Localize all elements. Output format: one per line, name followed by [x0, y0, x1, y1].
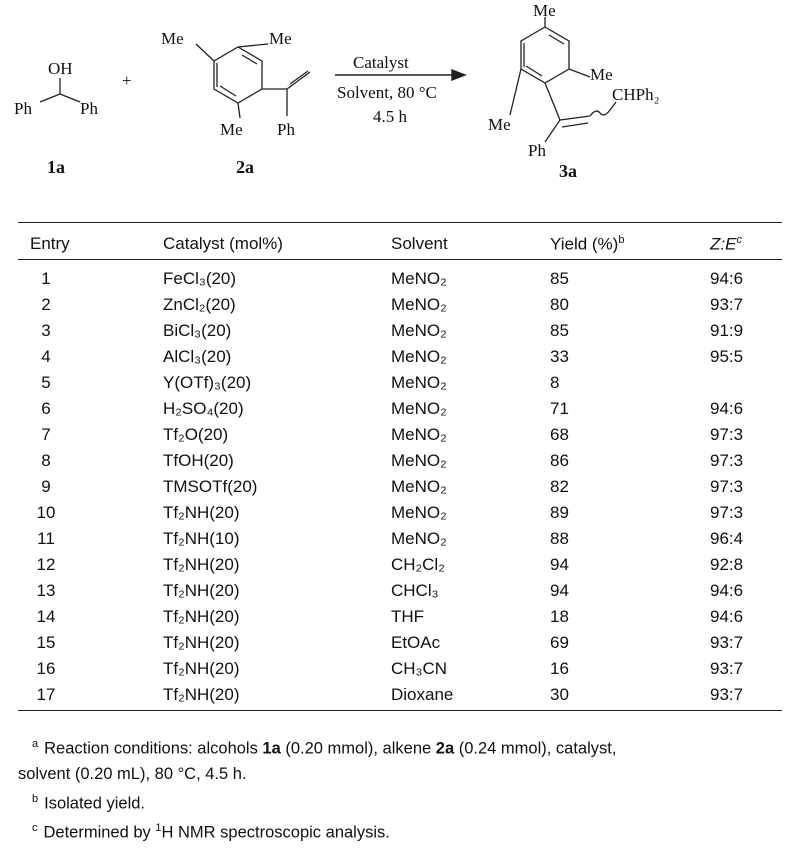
- cell-solvent: EtOAc: [391, 633, 441, 652]
- p-me-top-label: Me: [533, 1, 556, 20]
- compound-2a-label: 2a: [236, 157, 254, 177]
- header-ze-footnote-mark: c: [736, 234, 742, 246]
- cell-solvent: MeNO₂: [391, 425, 447, 444]
- cell-catalyst: FeCl₃(20): [163, 269, 237, 288]
- cell-catalyst: BiCl₃(20): [163, 321, 232, 340]
- cell-catalyst: TfOH(20): [163, 451, 234, 470]
- cell-yield: 85: [550, 269, 569, 288]
- cell-yield: 33: [550, 347, 569, 366]
- cell-catalyst: Tf₂NH(20): [163, 503, 240, 522]
- footnote-b-mark: b: [32, 792, 39, 805]
- cell-catalyst: TMSOTf(20): [163, 477, 258, 496]
- footnote-a-continued: solvent (0.20 mL), 80 °C, 4.5 h.: [18, 764, 247, 783]
- table-row: [18, 318, 782, 344]
- condition-catalyst: Catalyst: [353, 53, 409, 72]
- table-footnotes: [18, 732, 788, 846]
- table-header-row: [18, 223, 782, 259]
- condition-solvent-temp: Solvent, 80 °C: [337, 83, 437, 102]
- cell-solvent: THF: [391, 607, 425, 626]
- table-row: [18, 474, 782, 500]
- cell-ze-ratio: 94:6: [710, 399, 744, 418]
- cell-solvent: CHCl₃: [391, 581, 439, 600]
- footnote-c: $^c$ Determined by $^1$H NMR spectroscopic analysis.: [32, 822, 390, 842]
- table-row: [18, 682, 782, 708]
- optimization-table: [18, 222, 782, 711]
- table-row: [18, 500, 782, 526]
- cell-ze-ratio: 94:6: [710, 607, 744, 626]
- cell-yield: 18: [550, 607, 569, 626]
- r2-me-top-right-label: Me: [269, 29, 292, 48]
- cell-yield: 82: [550, 477, 569, 496]
- cell-solvent: MeNO₂: [391, 399, 447, 418]
- footnote-a: $^a$ Reaction conditions: alcohols 1a (0.20 mmol), alkene 2a (0.24 mmol), catalyst,: [32, 738, 617, 758]
- table-row: [18, 656, 782, 682]
- cell-yield: 94: [550, 555, 569, 574]
- table-row: [18, 578, 782, 604]
- scheme-bonds: [0, 0, 800, 205]
- footnote-c-mark: c: [32, 822, 38, 834]
- cell-catalyst: Tf₂NH(20): [163, 607, 240, 626]
- r1-oh-label: OH: [48, 59, 73, 78]
- cell-catalyst: Tf₂NH(20): [163, 555, 240, 574]
- r2-ph-label: Ph: [277, 120, 295, 139]
- cell-ze-ratio: 96:4: [710, 529, 744, 548]
- cell-ze-ratio: 97:3: [710, 477, 744, 496]
- table-row: [18, 604, 782, 630]
- cell-solvent: MeNO₂: [391, 451, 447, 470]
- table-row: [18, 526, 782, 552]
- table-body: [18, 260, 782, 710]
- cell-yield: 71: [550, 399, 569, 418]
- table-row: [18, 422, 782, 448]
- cell-ze-ratio: 97:3: [710, 425, 744, 444]
- cell-catalyst: Tf₂NH(20): [163, 685, 240, 704]
- plus-sign: +: [122, 71, 132, 90]
- header-entry: Entry: [30, 234, 70, 253]
- cell-catalyst: Tf₂NH(20): [163, 581, 240, 600]
- cell-ze-ratio: 94:6: [710, 269, 744, 288]
- footnote-a-mark: a: [32, 738, 39, 750]
- table-row: [18, 630, 782, 656]
- cell-yield: 80: [550, 295, 569, 314]
- cell-entry: 5: [41, 373, 51, 392]
- cell-entry: 12: [36, 555, 56, 574]
- header-ze-ratio: $Z:E^c$: [710, 234, 742, 254]
- cell-catalyst: Tf₂NH(20): [163, 633, 240, 652]
- r2-me-top-left-label: Me: [161, 29, 184, 48]
- cell-ze-ratio: 93:7: [710, 633, 744, 652]
- condition-time: 4.5 h: [373, 107, 407, 126]
- header-solvent: Solvent: [391, 234, 448, 253]
- cell-yield: 94: [550, 581, 569, 600]
- reaction-scheme: [0, 0, 800, 205]
- cell-entry: 17: [36, 685, 56, 704]
- cell-solvent: MeNO₂: [391, 477, 447, 496]
- cell-entry: 11: [37, 529, 55, 548]
- table-row: [18, 552, 782, 578]
- cell-ze-ratio: 97:3: [710, 503, 744, 522]
- cell-yield: 69: [550, 633, 569, 652]
- p-ph-label: Ph: [528, 141, 546, 160]
- cell-solvent: MeNO₂: [391, 347, 447, 366]
- cell-yield: 85: [550, 321, 569, 340]
- cell-solvent: MeNO₂: [391, 269, 447, 288]
- cell-ze-ratio: 93:7: [710, 295, 744, 314]
- cell-entry: 13: [36, 581, 56, 600]
- r1-ph-left-label: Ph: [14, 99, 32, 118]
- p-me-left-label: Me: [488, 115, 511, 134]
- cell-ze-ratio: 93:7: [710, 659, 744, 678]
- header-yield-footnote-mark: b: [618, 234, 625, 246]
- compound-1a-label: 1a: [47, 157, 65, 177]
- cell-yield: 30: [550, 685, 569, 704]
- cell-yield: 16: [550, 659, 569, 678]
- cell-entry: 15: [36, 633, 56, 652]
- cell-entry: 4: [41, 347, 51, 366]
- r1-ph-right-label: Ph: [80, 99, 98, 118]
- compound-3a-label: 3a: [559, 161, 577, 181]
- cell-ze-ratio: 97:3: [710, 451, 744, 470]
- footnote-b: $^b$ Isolated yield.: [32, 792, 146, 812]
- p-chph2-label: CHPh₂: [612, 85, 660, 104]
- r2-me-bottom-label: Me: [220, 120, 243, 139]
- cell-entry: 3: [41, 321, 51, 340]
- table-bottom-rule: [18, 710, 782, 711]
- cell-entry: 14: [36, 607, 56, 626]
- cell-entry: 1: [41, 269, 51, 288]
- table-row: [18, 266, 782, 292]
- cell-entry: 8: [41, 451, 51, 470]
- cell-entry: 10: [36, 503, 56, 522]
- cell-catalyst: AlCl₃(20): [163, 347, 232, 366]
- cell-catalyst: Tf₂O(20): [163, 425, 229, 444]
- cell-catalyst: H₂SO₄(20): [163, 399, 244, 418]
- cell-solvent: CH₂Cl₂: [391, 555, 445, 574]
- cell-yield: 88: [550, 529, 569, 548]
- cell-entry: 2: [41, 295, 51, 314]
- cell-catalyst: ZnCl₂(20): [163, 295, 236, 314]
- cell-yield: 86: [550, 451, 569, 470]
- cell-solvent: CH₃CN: [391, 659, 448, 678]
- cell-solvent: MeNO₂: [391, 503, 447, 522]
- cell-ze-ratio: 93:7: [710, 685, 744, 704]
- cell-ze-ratio: 92:8: [710, 555, 744, 574]
- cell-yield: 68: [550, 425, 569, 444]
- table-row: [18, 292, 782, 318]
- cell-solvent: Dioxane: [391, 685, 454, 704]
- cell-catalyst: Tf₂NH(20): [163, 659, 240, 678]
- cell-entry: 9: [41, 477, 51, 496]
- cell-solvent: MeNO₂: [391, 321, 447, 340]
- cell-solvent: MeNO₂: [391, 373, 447, 392]
- table-row: [18, 396, 782, 422]
- cell-entry: 16: [36, 659, 56, 678]
- table-row: [18, 370, 782, 396]
- cell-entry: 7: [41, 425, 51, 444]
- cell-yield: 89: [550, 503, 569, 522]
- cell-catalyst: Tf₂NH(10): [163, 529, 240, 548]
- header-yield: Yield (%)$^b$: [550, 234, 625, 254]
- cell-entry: 6: [41, 399, 51, 418]
- table-row: [18, 344, 782, 370]
- cell-catalyst: Y(OTf)₃(20): [163, 373, 252, 392]
- cell-ze-ratio: 95:5: [710, 347, 744, 366]
- cell-ze-ratio: 94:6: [710, 581, 744, 600]
- table-row: [18, 448, 782, 474]
- header-catalyst: Catalyst (mol%): [163, 234, 283, 253]
- p-me-right-label: Me: [590, 65, 613, 84]
- cell-solvent: MeNO₂: [391, 295, 447, 314]
- cell-ze-ratio: 91:9: [710, 321, 744, 340]
- cell-yield: 8: [550, 373, 560, 392]
- cell-solvent: MeNO₂: [391, 529, 447, 548]
